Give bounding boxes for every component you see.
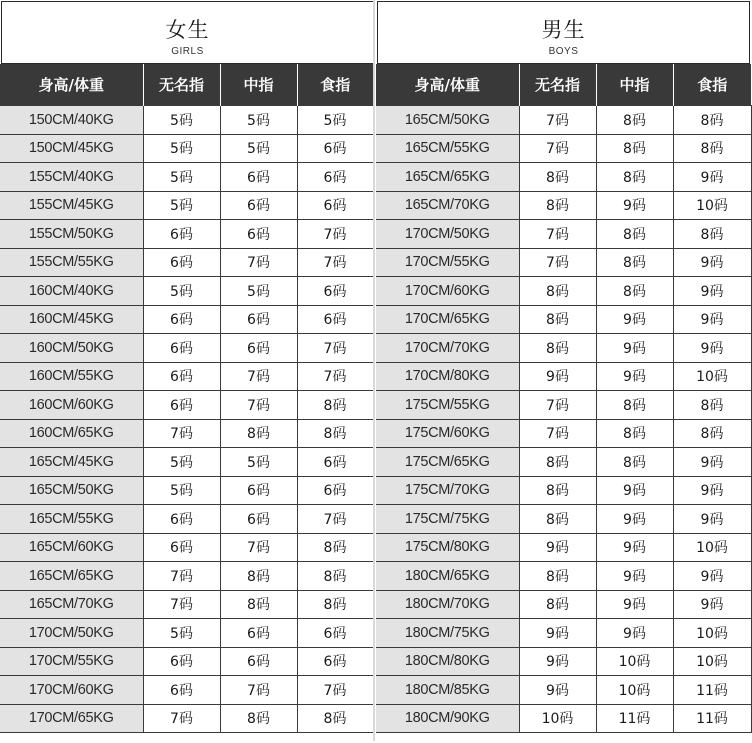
size-cell: 6码 [143,220,220,249]
size-cell: 6码 [143,391,220,420]
boys-column-header: 身高/体重 [376,64,519,106]
size-cell: 9码 [673,448,751,477]
size-cell: 9码 [519,647,596,676]
size-cell: 9码 [596,334,673,363]
size-cell: 6码 [220,505,297,534]
size-cell: 7码 [220,362,297,391]
size-cell: 8码 [596,106,673,135]
height-weight-cell: 170CM/65KG [376,305,519,334]
size-cell: 9码 [673,163,751,192]
size-cell: 7码 [143,590,220,619]
size-cell: 5码 [143,163,220,192]
size-cell: 5码 [220,106,297,135]
size-cell: 9码 [596,562,673,591]
girls-column-header: 食指 [297,64,373,106]
size-cell: 8码 [519,505,596,534]
size-cell: 5码 [297,106,373,135]
size-cell: 10码 [596,676,673,705]
size-cell: 7码 [143,419,220,448]
size-cell: 6码 [220,619,297,648]
height-weight-cell: 160CM/55KG [0,362,143,391]
table-row [0,362,373,391]
height-weight-cell: 180CM/75KG [376,619,519,648]
boys-column-header: 食指 [673,64,751,106]
height-weight-cell: 170CM/80KG [376,362,519,391]
size-cell: 7码 [519,391,596,420]
girls-subtitle: GIRLS [171,46,204,57]
table-row [0,191,373,220]
size-cell: 6码 [220,163,297,192]
size-cell: 6码 [297,277,373,306]
table-row [0,476,373,505]
size-cell: 8码 [596,134,673,163]
size-cell: 8码 [596,248,673,277]
size-cell: 8码 [519,448,596,477]
girls-column-header: 无名指 [143,64,220,106]
size-cell: 6码 [220,334,297,363]
boys-column-header: 无名指 [519,64,596,106]
table-row [0,448,373,477]
table-row [0,676,373,705]
size-cell: 6码 [297,305,373,334]
size-cell: 8码 [673,220,751,249]
size-cell: 7码 [143,562,220,591]
size-cell: 9码 [596,505,673,534]
size-cell: 7码 [297,220,373,249]
height-weight-cell: 155CM/55KG [0,248,143,277]
girls-size-table [0,64,374,733]
size-cell: 8码 [297,419,373,448]
table-row [0,590,373,619]
size-cell: 6码 [297,476,373,505]
size-cell: 6码 [297,647,373,676]
girls-column-header: 身高/体重 [0,64,143,106]
size-cell: 8码 [673,419,751,448]
size-cell: 5码 [143,191,220,220]
boys-table-body [376,106,751,733]
height-weight-cell: 175CM/80KG [376,533,519,562]
girls-title: 女生 [165,18,210,42]
size-cell: 6码 [297,134,373,163]
size-cell: 7码 [519,248,596,277]
table-row [376,248,751,277]
table-row [376,647,751,676]
size-cell: 9码 [673,505,751,534]
size-cell: 8码 [596,163,673,192]
table-row [0,704,373,733]
size-cell: 8码 [519,191,596,220]
size-cell: 5码 [220,448,297,477]
size-cell: 7码 [297,248,373,277]
size-cell: 7码 [297,362,373,391]
size-cell: 9码 [673,476,751,505]
size-cell: 6码 [220,305,297,334]
size-cell: 6码 [143,248,220,277]
size-cell: 6码 [143,305,220,334]
size-cell: 5码 [220,134,297,163]
size-cell: 7码 [519,419,596,448]
table-row [0,248,373,277]
size-cell: 6码 [297,619,373,648]
size-cell: 9码 [596,590,673,619]
size-cell: 6码 [297,163,373,192]
size-cell: 9码 [596,619,673,648]
table-row [0,619,373,648]
size-cell: 8码 [673,391,751,420]
size-cell: 9码 [673,590,751,619]
size-cell: 11码 [673,676,751,705]
size-cell: 7码 [220,248,297,277]
height-weight-cell: 165CM/65KG [376,163,519,192]
table-row [376,505,751,534]
size-cell: 8码 [220,590,297,619]
table-row [376,362,751,391]
size-cell: 8码 [596,220,673,249]
size-cell: 7码 [220,533,297,562]
size-cell: 8码 [596,391,673,420]
size-cell: 6码 [143,647,220,676]
size-cell: 9码 [596,305,673,334]
size-cell: 8码 [220,562,297,591]
size-cell: 8码 [519,476,596,505]
height-weight-cell: 170CM/55KG [0,647,143,676]
size-cell: 5码 [143,619,220,648]
table-row [376,191,751,220]
height-weight-cell: 165CM/70KG [376,191,519,220]
size-cell: 9码 [519,676,596,705]
size-cell: 6码 [220,647,297,676]
table-row [0,505,373,534]
table-row [376,419,751,448]
size-cell: 6码 [297,448,373,477]
height-weight-cell: 170CM/65KG [0,704,143,733]
height-weight-cell: 170CM/50KG [376,220,519,249]
size-cell: 6码 [220,191,297,220]
table-row [376,562,751,591]
size-cell: 7码 [220,676,297,705]
table-row [0,562,373,591]
size-cell: 9码 [673,562,751,591]
height-weight-cell: 170CM/60KG [0,676,143,705]
boys-column-header: 中指 [596,64,673,106]
size-cell: 8码 [519,590,596,619]
size-cell: 9码 [673,305,751,334]
size-cell: 8码 [297,562,373,591]
height-weight-cell: 165CM/70KG [0,590,143,619]
height-weight-cell: 165CM/60KG [0,533,143,562]
size-cell: 10码 [673,647,751,676]
size-cell: 9码 [519,619,596,648]
size-cell: 8码 [519,562,596,591]
table-row [376,619,751,648]
size-cell: 8码 [596,277,673,306]
section-divider [373,0,375,741]
table-row [376,334,751,363]
boys-title-box [377,1,750,64]
size-cell: 10码 [519,704,596,733]
size-cell: 8码 [596,419,673,448]
table-row [0,305,373,334]
height-weight-cell: 165CM/50KG [0,476,143,505]
size-cell: 5码 [220,277,297,306]
table-row [376,476,751,505]
size-cell: 5码 [143,106,220,135]
table-row [376,448,751,477]
size-cell: 6码 [143,334,220,363]
table-row [376,134,751,163]
size-cell: 6码 [220,476,297,505]
height-weight-cell: 165CM/50KG [376,106,519,135]
size-cell: 9码 [519,362,596,391]
table-row [0,277,373,306]
boys-header-row [376,64,751,106]
size-cell: 8码 [297,533,373,562]
size-cell: 8码 [596,448,673,477]
size-cell: 7码 [297,505,373,534]
girls-header-row [0,64,373,106]
height-weight-cell: 180CM/90KG [376,704,519,733]
height-weight-cell: 180CM/80KG [376,647,519,676]
height-weight-cell: 165CM/55KG [376,134,519,163]
size-cell: 6码 [220,220,297,249]
size-cell: 9码 [519,533,596,562]
size-cell: 7码 [297,676,373,705]
table-row [376,704,751,733]
height-weight-cell: 180CM/65KG [376,562,519,591]
size-cell: 9码 [673,248,751,277]
height-weight-cell: 165CM/55KG [0,505,143,534]
size-cell: 7码 [519,106,596,135]
size-cell: 6码 [143,362,220,391]
height-weight-cell: 175CM/70KG [376,476,519,505]
table-row [0,647,373,676]
girls-table-body [0,106,373,733]
table-row [376,163,751,192]
size-cell: 10码 [596,647,673,676]
height-weight-cell: 175CM/55KG [376,391,519,420]
size-cell: 7码 [519,134,596,163]
size-cell: 8码 [519,305,596,334]
size-cell: 6码 [143,676,220,705]
size-cell: 9码 [673,334,751,363]
height-weight-cell: 150CM/45KG [0,134,143,163]
height-weight-cell: 175CM/60KG [376,419,519,448]
table-row [0,419,373,448]
size-cell: 10码 [673,533,751,562]
height-weight-cell: 160CM/60KG [0,391,143,420]
size-cell: 7码 [220,391,297,420]
size-cell: 11码 [673,704,751,733]
table-row [376,106,751,135]
table-row [0,163,373,192]
size-cell: 8码 [297,704,373,733]
height-weight-cell: 155CM/50KG [0,220,143,249]
size-cell: 8码 [297,590,373,619]
size-cell: 8码 [297,391,373,420]
size-cell: 7码 [143,704,220,733]
size-cell: 6码 [143,505,220,534]
size-cell: 10码 [673,362,751,391]
boys-section [376,0,751,741]
table-row [376,220,751,249]
table-row [376,391,751,420]
girls-title-box [1,1,374,64]
size-cell: 6码 [143,533,220,562]
table-row [376,590,751,619]
height-weight-cell: 180CM/70KG [376,590,519,619]
size-cell: 11码 [596,704,673,733]
boys-size-table [376,64,752,733]
girls-section [0,0,375,741]
table-row [376,277,751,306]
height-weight-cell: 155CM/40KG [0,163,143,192]
height-weight-cell: 175CM/75KG [376,505,519,534]
size-cell: 7码 [519,220,596,249]
size-cell: 5码 [143,277,220,306]
size-cell: 6码 [297,191,373,220]
boys-subtitle: BOYS [548,46,579,57]
height-weight-cell: 165CM/45KG [0,448,143,477]
table-row [376,305,751,334]
table-row [0,334,373,363]
size-cell: 9码 [596,476,673,505]
size-cell: 7码 [297,334,373,363]
table-row [0,106,373,135]
table-row [0,220,373,249]
table-row [376,533,751,562]
height-weight-cell: 160CM/50KG [0,334,143,363]
size-cell: 5码 [143,448,220,477]
size-cell: 8码 [220,419,297,448]
height-weight-cell: 170CM/50KG [0,619,143,648]
size-cell: 9码 [596,533,673,562]
size-cell: 8码 [220,704,297,733]
size-cell: 10码 [673,619,751,648]
table-row [0,533,373,562]
height-weight-cell: 160CM/40KG [0,277,143,306]
size-cell: 10码 [673,191,751,220]
size-cell: 8码 [673,134,751,163]
boys-title: 男生 [541,18,586,42]
height-weight-cell: 170CM/60KG [376,277,519,306]
height-weight-cell: 160CM/45KG [0,305,143,334]
height-weight-cell: 150CM/40KG [0,106,143,135]
size-cell: 8码 [673,106,751,135]
size-cell: 5码 [143,476,220,505]
size-cell: 8码 [519,334,596,363]
size-cell: 8码 [519,277,596,306]
height-weight-cell: 175CM/65KG [376,448,519,477]
table-row [0,391,373,420]
size-cell: 9码 [596,362,673,391]
height-weight-cell: 165CM/65KG [0,562,143,591]
table-row [0,134,373,163]
size-cell: 8码 [519,163,596,192]
table-row [376,676,751,705]
size-cell: 9码 [596,191,673,220]
height-weight-cell: 170CM/55KG [376,248,519,277]
height-weight-cell: 155CM/45KG [0,191,143,220]
size-cell: 5码 [143,134,220,163]
height-weight-cell: 180CM/85KG [376,676,519,705]
height-weight-cell: 160CM/65KG [0,419,143,448]
height-weight-cell: 170CM/70KG [376,334,519,363]
size-cell: 9码 [673,277,751,306]
girls-column-header: 中指 [220,64,297,106]
